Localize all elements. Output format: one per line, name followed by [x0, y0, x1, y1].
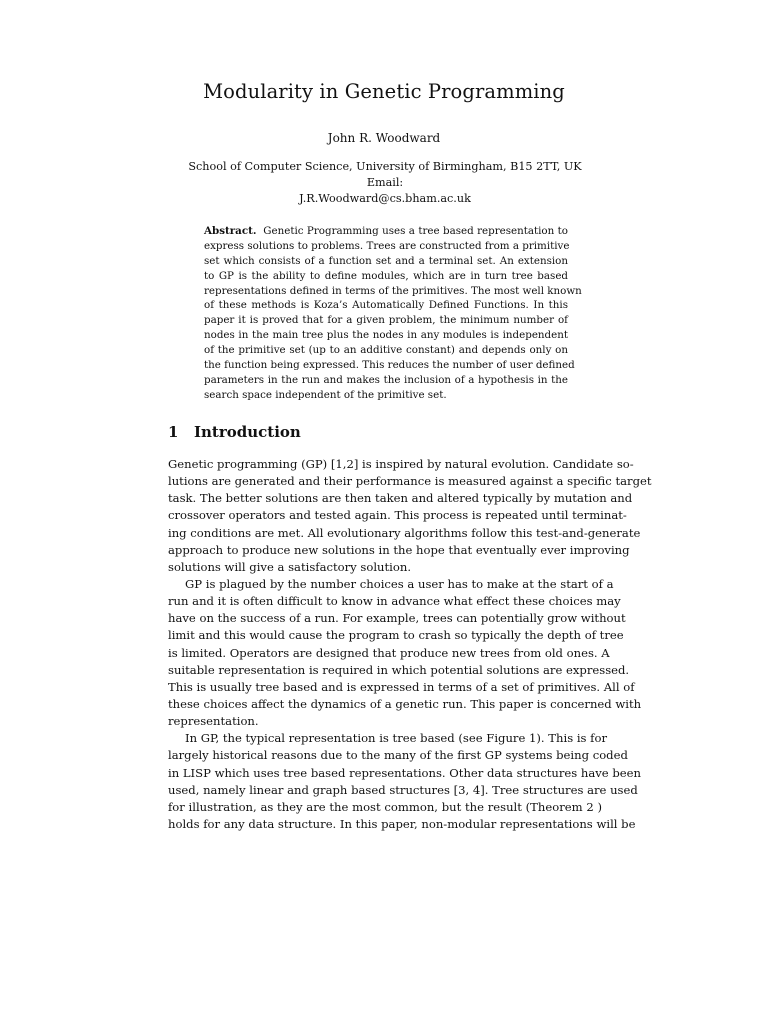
body-line: in LISP which uses tree based representations. Other data structures have been	[168, 765, 641, 780]
abstract-line: of the primitive set (up to an additive constant) and depends only on	[204, 344, 568, 357]
body-line: crossover operators and tested again. This process is repeated until terminat-	[168, 508, 627, 523]
body-line: used, namely linear and graph based structures [3, 4]. Tree structures are used	[168, 782, 638, 797]
paper-title: Modularity in Genetic Programming	[203, 80, 565, 103]
body-line: run and it is often difficult to know in advance what effect these choices may	[168, 594, 621, 609]
abstract-line: representations defined in terms of the primitives. The most well known	[204, 284, 582, 297]
body-line: solutions will give a satisfactory solution.	[168, 559, 412, 574]
author-name: John R. Woodward	[327, 131, 441, 145]
body-line: ing conditions are met. All evolutionary algorithms follow this test-and-generate	[168, 525, 641, 540]
abstract-label: Abstract.	[204, 225, 257, 237]
body-line: suitable representation is required in which potential solutions are expressed.	[168, 662, 630, 677]
affiliation-email: J.R.Woodward@cs.bham.ac.uk	[299, 192, 471, 205]
abstract-text: Genetic Programming uses a tree based representation to	[263, 225, 569, 237]
abstract-line: search space independent of the primitive set.	[204, 388, 447, 401]
section-number: 1	[168, 423, 179, 441]
abstract-line: to GP is the ability to define modules, which are in turn tree based	[204, 269, 568, 282]
body-line: limit and this would cause the program to crash so typically the depth of tree	[168, 628, 624, 643]
body-line: these choices affect the dynamics of a genetic run. This paper is concerned with	[168, 696, 642, 711]
section-heading	[168, 423, 301, 441]
abstract	[204, 224, 582, 403]
body-line: have on the success of a run. For example, trees can potentially grow without	[168, 611, 626, 626]
abstract-line: nodes in the main tree plus the nodes in any modules is independent	[204, 329, 568, 342]
abstract-line	[204, 224, 568, 239]
body-line: approach to produce new solutions in the hope that eventually ever improving	[168, 542, 630, 557]
body-line: task. The better solutions are then taken and altered typically by mutation and	[168, 491, 633, 506]
affiliation-line: School of Computer Science, University of Birmingham, B15 2TT, UK Email:	[188, 160, 582, 189]
body-line: representation.	[168, 714, 259, 729]
body-line: This is usually tree based and is expressed in terms of a set of primitives. All of	[168, 679, 635, 694]
abstract-line: paper it is proved that for a given problem, the minimum number of	[204, 314, 568, 327]
body-line: In GP, the typical representation is tree based (see Figure 1). This is for	[185, 731, 607, 746]
body-line: for illustration, as they are the most common, but the result (Theorem 2 )	[168, 799, 602, 814]
body-line: largely historical reasons due to the many of the first GP systems being coded	[168, 748, 628, 763]
body-line: holds for any data structure. In this paper, non-modular representations will be	[168, 816, 636, 831]
abstract-line: the function being expressed. This reduces the number of user defined	[204, 359, 575, 372]
abstract-line: express solutions to problems. Trees are constructed from a primitive	[204, 239, 570, 252]
body-text	[168, 456, 652, 833]
abstract-line: parameters in the run and makes the inclusion of a hypothesis in the	[204, 373, 568, 386]
body-line: is limited. Operators are designed that produce new trees from old ones. A	[168, 645, 610, 660]
abstract-line: of these methods is Koza’s Automatically Defined Functions. In this	[204, 299, 568, 312]
affiliation	[180, 159, 590, 207]
abstract-line: set which consists of a function set and a terminal set. An extension	[204, 254, 568, 267]
body-line: lutions are generated and their performance is measured against a specific target	[168, 474, 652, 489]
body-line: Genetic programming (GP) [1,2] is inspired by natural evolution. Candidate so-	[168, 457, 634, 471]
section-title: Introduction	[194, 423, 301, 441]
body-line: GP is plagued by the number choices a user has to make at the start of a	[185, 576, 614, 591]
